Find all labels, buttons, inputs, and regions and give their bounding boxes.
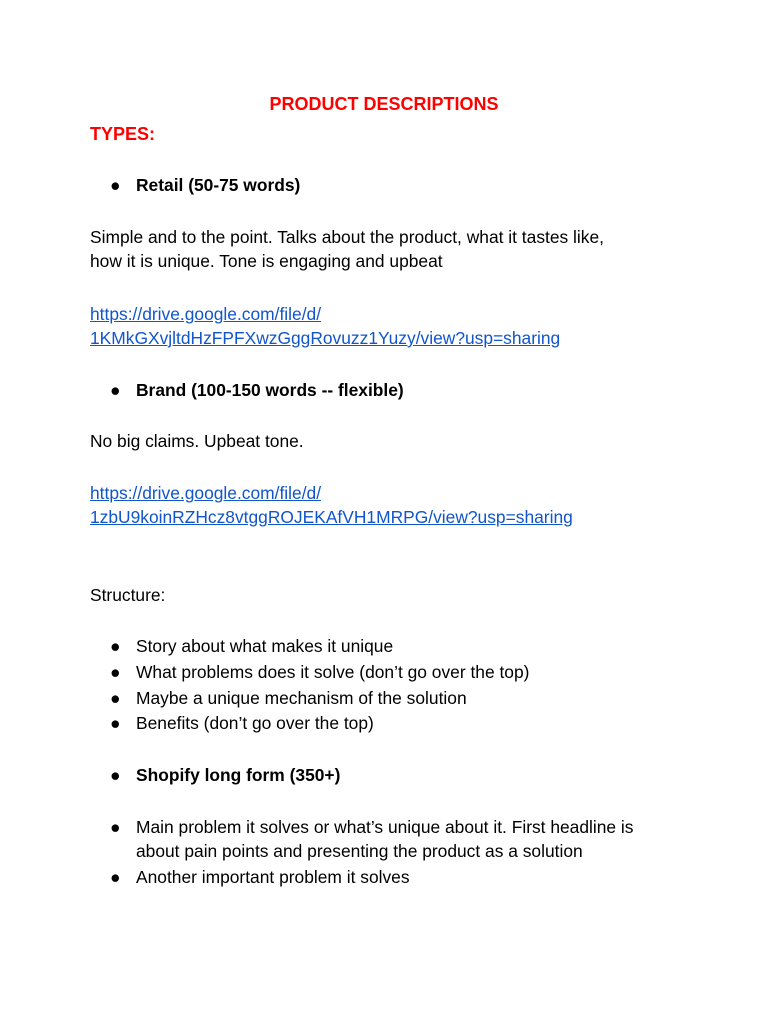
brand-description: No big claims. Upbeat tone.: [90, 431, 304, 451]
retail-link-line1[interactable]: https://drive.google.com/file/d/: [90, 304, 322, 324]
list-item: [110, 634, 393, 658]
list-item: [110, 686, 467, 710]
retail-desc-line1: Simple and to the point. Talks about the product, what it tastes like,: [90, 227, 604, 247]
shopify-item1-line2: about pain points and presenting the product as a solution: [136, 841, 583, 861]
bullet-icon: ●: [110, 175, 121, 195]
brand-link-line1[interactable]: https://drive.google.com/file/d/: [90, 483, 322, 503]
shopify-item1-line1: Main problem it solves or what’s unique about it. First headline is: [136, 817, 634, 837]
bullet-icon: ●: [110, 713, 121, 733]
bullet-icon: ●: [110, 867, 121, 887]
document-title: PRODUCT DESCRIPTIONS: [269, 94, 499, 114]
list-item-text: What problems does it solve (don’t go over the top): [136, 662, 530, 682]
bullet-icon: ●: [110, 817, 121, 837]
retail-desc-line2: how it is unique. Tone is engaging and upbeat: [90, 251, 443, 271]
retail-link[interactable]: [90, 302, 560, 350]
list-item-text: Maybe a unique mechanism of the solution: [136, 688, 467, 708]
retail-link-line2[interactable]: 1KMkGXvjltdHzFPFXwzGggRovuzz1Yuzy/view?usp=sharing: [90, 328, 561, 348]
shopify-heading-text: Shopify long form (350+): [136, 765, 341, 785]
brand-link-line2[interactable]: 1zbU9koinRZHcz8vtggROJEKAfVH1MRPG/view?usp=sharing: [90, 507, 573, 527]
brand-heading: [110, 378, 404, 402]
bullet-icon: ●: [110, 765, 121, 785]
retail-heading-text: Retail (50-75 words): [136, 175, 301, 195]
list-item: [110, 815, 690, 863]
retail-heading: [110, 173, 300, 197]
bullet-icon: ●: [110, 380, 121, 400]
list-item-text: Benefits (don’t go over the top): [136, 713, 374, 733]
structure-label: Structure:: [90, 585, 166, 605]
list-item-text: [136, 815, 690, 863]
shopify-heading: [110, 763, 340, 787]
list-item: [110, 660, 529, 684]
brand-link[interactable]: [90, 481, 573, 529]
bullet-icon: ●: [110, 688, 121, 708]
list-item: [110, 865, 410, 889]
brand-heading-text: Brand (100-150 words -- flexible): [136, 380, 404, 400]
types-heading: TYPES:: [90, 124, 156, 144]
bullet-icon: ●: [110, 636, 121, 656]
list-item-text: Another important problem it solves: [136, 867, 410, 887]
bullet-icon: ●: [110, 662, 121, 682]
list-item: [110, 711, 374, 735]
list-item-text: Story about what makes it unique: [136, 636, 394, 656]
retail-description: [90, 225, 604, 273]
